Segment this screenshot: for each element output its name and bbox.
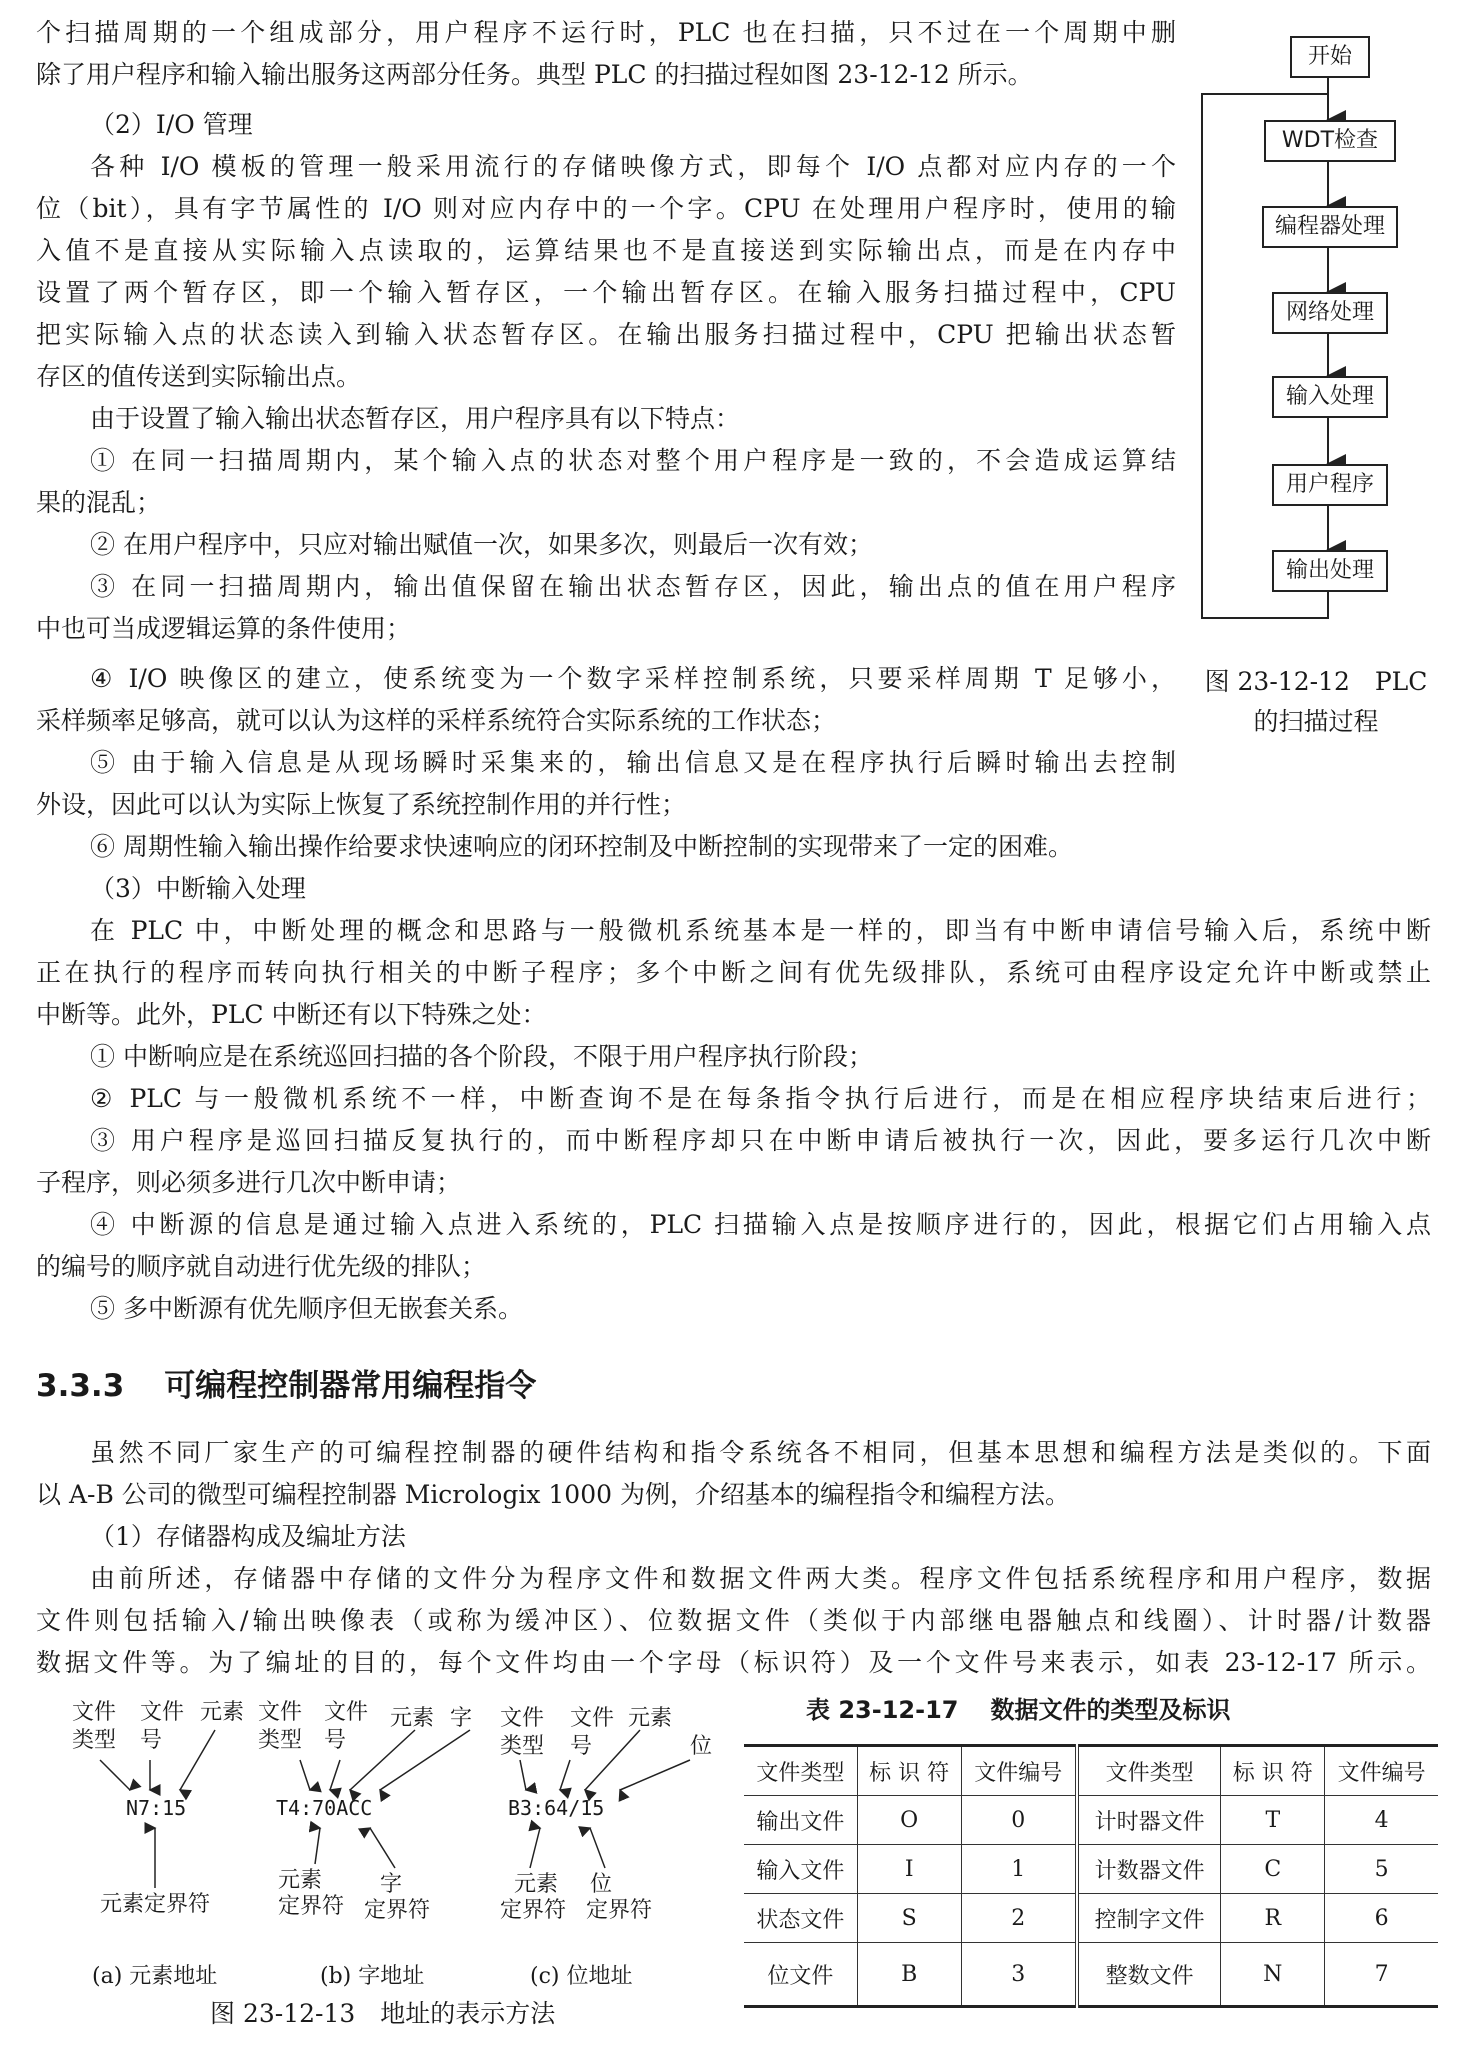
table-cell: 4 (1325, 1796, 1438, 1845)
text-line: 各种 I/O 模板的管理一般采用流行的存储映像方式，即每个 I/O 点都对应内存的一个 (90, 152, 1176, 181)
flow-network-handling: 网络处理 (1272, 292, 1388, 334)
label-element-delimiter: 元素定界符 (100, 1892, 211, 1917)
flowchart-caption: 图 23-12-12 PLC 的扫描过程 (1204, 667, 1428, 736)
flow-wdt-check: WDT检查 (1264, 120, 1396, 162)
table-row (744, 1943, 1438, 2007)
text-line: 数据文件等。为了编址的目的，每个文件均由一个字母（标识符）及一个文件号来表示，如表 23-12-17 所示。 (36, 1648, 1431, 1677)
label-file-number: 文件 (140, 1700, 185, 1725)
text-line: ② PLC 与一般微机系统不一样，中断查询不是在每条指令执行后进行，而是在相应程序块结束后进行； (90, 1084, 1431, 1113)
column-header: 文件类型 (1077, 1746, 1221, 1796)
text-line: 的编号的顺序就自动进行优先级的排队； (36, 1252, 487, 1281)
flow-programmer-handling: 编程器处理 (1262, 206, 1398, 248)
text-line: 采样频率足够高，就可以认为这样的采样系统符合实际系统的工作状态； (36, 706, 837, 735)
text-line: 果的混乱； (36, 488, 162, 517)
text-line: ② 在用户程序中，只应对输出赋值一次，如果多次，则最后一次有效； (90, 530, 873, 559)
table-cell: 1 (961, 1845, 1077, 1894)
label-word-delimiter: 字 (380, 1872, 403, 1897)
table-cell: 0 (961, 1796, 1077, 1845)
label-element-delimiter: 元素 (278, 1868, 323, 1893)
text-line: 存区的值传送到实际输出点。 (36, 362, 362, 391)
label-bit: 位 (690, 1734, 713, 1759)
label-bit-delimiter: 定界符 (586, 1898, 653, 1923)
text-line: 入值不是直接从实际输入点读取的，运算结果也不是直接送到实际输出点，而是在内存中 (36, 236, 1176, 265)
label-word-delimiter: 定界符 (364, 1898, 431, 1923)
label-file-type: 类型 (258, 1728, 303, 1753)
column-header: 文件编号 (961, 1746, 1077, 1796)
label-file-type: 文件 (500, 1706, 545, 1731)
text-line: 正在执行的程序而转向执行相关的中断子程序；多个中断之间有优先级排队，系统可由程序设定允许中断或禁止 (36, 958, 1431, 987)
subheading-io: （2）I/O 管理 (90, 110, 253, 139)
section-heading: 3.3.3 可编程控制器常用编程指令 (36, 1368, 537, 1404)
text-line: ③ 用户程序是巡回扫描反复执行的，而中断程序却只在中断申请后被执行一次，因此，要多运行几次中断 (90, 1126, 1431, 1155)
column-header: 文件类型 (744, 1746, 857, 1796)
text-line: ⑤ 多中断源有优先顺序但无嵌套关系。 (90, 1294, 523, 1323)
subcaption-c: (c) 位地址 (530, 1964, 633, 1989)
label-bit-delimiter: 位 (590, 1872, 613, 1897)
table-cell: C (1221, 1845, 1325, 1894)
table-row (744, 1845, 1438, 1894)
table-row (744, 1894, 1438, 1943)
table-cell: 输出文件 (744, 1796, 857, 1845)
table-cell: 计数器文件 (1077, 1845, 1221, 1894)
flow-start: 开始 (1290, 36, 1370, 78)
table-cell: B (857, 1943, 961, 2007)
label-element: 元素 (200, 1700, 245, 1725)
table-cell: R (1221, 1894, 1325, 1943)
label-element: 元素 (628, 1706, 673, 1731)
label-word: 字 (450, 1706, 473, 1731)
subheading-storage: （1）存储器构成及编址方法 (90, 1522, 406, 1551)
address-n7-15: N7:15 (126, 1796, 187, 1820)
table-cell: 7 (1325, 1943, 1438, 2007)
flow-user-program: 用户程序 (1272, 464, 1388, 506)
table-cell: N (1221, 1943, 1325, 2007)
text-line: ① 在同一扫描周期内，某个输入点的状态对整个用户程序是一致的，不会造成运算结 (90, 446, 1176, 475)
text-line: 外设，因此可以认为实际上恢复了系统控制作用的并行性； (36, 790, 687, 819)
plc-scan-flowchart (1200, 28, 1430, 638)
label-file-number: 号 (140, 1728, 163, 1753)
text-line: ④ 中断源的信息是通过输入点进入系统的，PLC 扫描输入点是按顺序进行的，因此，根据它们占用输入点 (90, 1210, 1431, 1239)
text-line: 由前所述，存储器中存储的文件分为程序文件和数据文件两大类。程序文件包括系统程序和用户程序，数据 (90, 1564, 1431, 1593)
table-cell: 整数文件 (1077, 1943, 1221, 2007)
text-line: 由于设置了输入输出状态暂存区，用户程序具有以下特点： (90, 404, 741, 433)
label-file-type: 类型 (72, 1728, 117, 1753)
column-header: 标 识 符 (857, 1746, 961, 1796)
label-file-number: 号 (570, 1734, 593, 1759)
text-line: ④ I/O 映像区的建立，使系统变为一个数字采样控制系统，只要采样周期 T 足够小， (90, 664, 1176, 693)
text-line: 中也可当成逻辑运算的条件使用； (36, 614, 412, 643)
label-element-delimiter: 定界符 (278, 1894, 345, 1919)
table-title: 表 23-12-17 数据文件的类型及标识 (806, 1696, 1231, 1724)
label-file-type: 文件 (258, 1700, 303, 1725)
text-line: 以 A-B 公司的微型可编程控制器 Micrologix 1000 为例，介绍基本的编程指令和编程方法。 (36, 1480, 1070, 1509)
table-cell: S (857, 1894, 961, 1943)
table-cell: O (857, 1796, 961, 1845)
table-cell: 状态文件 (744, 1894, 857, 1943)
column-header: 标 识 符 (1221, 1746, 1325, 1796)
text-line: 把实际输入点的状态读入到输入状态暂存区。在输出服务扫描过程中，CPU 把输出状态暂 (36, 320, 1176, 349)
label-file-number: 文件 (570, 1706, 615, 1731)
text-line: ⑤ 由于输入信息是从现场瞬时采集来的，输出信息又是在程序执行后瞬时输出去控制 (90, 748, 1176, 777)
address-t4-70acc: T4:70ACC (276, 1796, 373, 1820)
text-line: ③ 在同一扫描周期内，输出值保留在输出状态暂存区，因此，输出点的值在用户程序 (90, 572, 1176, 601)
text-line: 位（bit），具有字节属性的 I/O 则对应内存中的一个字。CPU 在处理用户程序时，使用的输 (36, 194, 1176, 223)
address-figure (30, 1688, 730, 2028)
label-file-type: 类型 (500, 1734, 545, 1759)
text-line: 除了用户程序和输入输出服务这两部分任务。典型 PLC 的扫描过程如图 23-12-12 所示。 (36, 60, 1033, 89)
table-cell: 计时器文件 (1077, 1796, 1221, 1845)
text-line: 设置了两个暂存区，即一个输入暂存区，一个输出暂存区。在输入服务扫描过程中，CPU (36, 278, 1176, 307)
label-file-type: 文件 (72, 1700, 117, 1725)
table-row (744, 1796, 1438, 1845)
address-figure-caption: 图 23-12-13 地址的表示方法 (210, 1999, 556, 2028)
flow-output-handling: 输出处理 (1272, 550, 1388, 592)
label-file-number: 号 (324, 1728, 347, 1753)
label-element-delimiter: 元素 (514, 1872, 559, 1897)
table-cell: 3 (961, 1943, 1077, 2007)
text-line: 子程序，则必须多进行几次中断申请； (36, 1168, 462, 1197)
text-line: 个扫描周期的一个组成部分，用户程序不运行时，PLC 也在扫描，只不过在一个周期中删 (36, 18, 1176, 47)
text-line: ⑥ 周期性输入输出操作给要求快速响应的闭环控制及中断控制的实现带来了一定的困难。 (90, 832, 1073, 861)
text-line: 文件则包括输入/输出映像表（或称为缓冲区）、位数据文件（类似于内部继电器触点和线圈）、计时器/计数器 (36, 1606, 1431, 1635)
table-cell: T (1221, 1796, 1325, 1845)
flow-input-handling: 输入处理 (1272, 376, 1388, 418)
table-header-row (744, 1746, 1438, 1796)
table-cell: 2 (961, 1894, 1077, 1943)
data-file-table (744, 1744, 1438, 2008)
text-line: 虽然不同厂家生产的可编程控制器的硬件结构和指令系统各不相同，但基本思想和编程方法是类似的。下面 (90, 1438, 1431, 1467)
table-cell: 输入文件 (744, 1845, 857, 1894)
subheading-interrupt: （3）中断输入处理 (90, 874, 306, 903)
text-line: 在 PLC 中，中断处理的概念和思路与一般微机系统基本是一样的，即当有中断申请信号输入后，系统中断 (90, 916, 1431, 945)
label-element: 元素 (390, 1706, 435, 1731)
subcaption-b: (b) 字地址 (320, 1964, 425, 1989)
column-header: 文件编号 (1325, 1746, 1438, 1796)
table-cell: 6 (1325, 1894, 1438, 1943)
label-element-delimiter: 定界符 (500, 1898, 567, 1923)
table-cell: 控制字文件 (1077, 1894, 1221, 1943)
table-cell: 位文件 (744, 1943, 857, 2007)
label-file-number: 文件 (324, 1700, 369, 1725)
table-cell: I (857, 1845, 961, 1894)
subcaption-a: (a) 元素地址 (92, 1964, 218, 1989)
text-line: 中断等。此外，PLC 中断还有以下特殊之处： (36, 1000, 547, 1029)
table-cell: 5 (1325, 1845, 1438, 1894)
text-line: ① 中断响应是在系统巡回扫描的各个阶段，不限于用户程序执行阶段； (90, 1042, 873, 1071)
address-b3-64-15: B3:64/15 (508, 1796, 605, 1820)
